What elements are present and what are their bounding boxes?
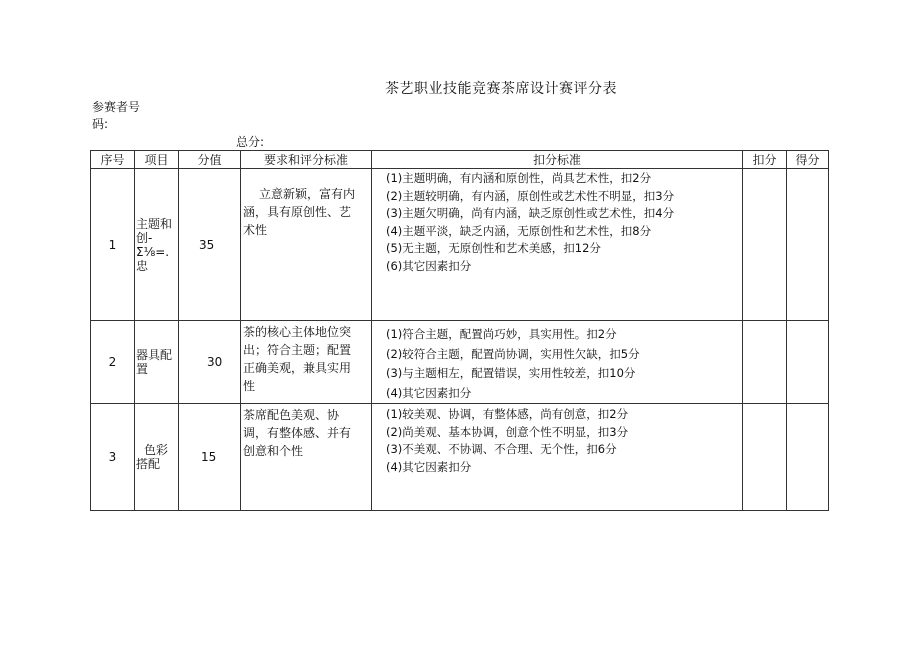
row-deduct-cell[interactable] — [743, 404, 787, 511]
deduction-item: (2)尚美观、基本协调，创意个性不明显，扣3分 — [386, 424, 629, 439]
row-item-line: 搭配 — [136, 457, 161, 471]
row-item-line: Σ⅛=. — [136, 244, 170, 259]
row-got-cell[interactable] — [787, 321, 829, 404]
row-item-line: 器具配 — [136, 348, 173, 362]
deduction-item: (2)较符合主题，配置尚协调，实用性欠缺，扣5分 — [386, 346, 640, 361]
row-requirements — [241, 321, 372, 404]
deduction-item: (1)主题明确，有内涵和原创性，尚具艺术性，扣2分 — [386, 171, 652, 185]
header-seq: 序号 — [91, 151, 135, 169]
deduction-item: (3)与主题相左，配置错误，实用性较差，扣10分 — [386, 366, 636, 380]
requirement-line: 涵，具有原创性、艺 — [243, 205, 352, 219]
header-got: 得分 — [787, 151, 829, 169]
row-item — [135, 404, 179, 511]
requirement-line: 术性 — [243, 223, 268, 237]
row-got-cell[interactable] — [787, 169, 829, 321]
row-item — [135, 169, 179, 321]
row-item-line: 忠 — [136, 258, 149, 273]
row-score: 15 — [179, 404, 241, 511]
requirement-line: 茶席配色美观、协 — [243, 408, 340, 422]
row-item-line: 置 — [136, 362, 149, 376]
page-title: 茶艺职业技能竞赛茶席设计赛评分表 — [385, 81, 617, 97]
deduction-item: (5)无主题，无原创性和艺术美感，扣12分 — [386, 241, 601, 255]
header-requirements: 要求和评分标准 — [241, 151, 372, 169]
total-score-label: 总分: — [236, 135, 265, 149]
deduction-item: (1)符合主题，配置尚巧妙，具实用性。扣2分 — [386, 327, 617, 341]
participant-number-label: 参赛者号 — [92, 100, 141, 114]
row-score: 35 — [179, 169, 241, 321]
header-deduct: 扣分 — [743, 151, 787, 169]
deduction-item: (4)其它因素扣分 — [386, 385, 472, 400]
requirement-line: 正确美观，兼具实用 — [243, 361, 352, 375]
table-row — [91, 404, 829, 511]
requirement-line: 立意新颖，富有内 — [259, 187, 356, 201]
row-requirements — [241, 169, 372, 321]
row-deduct-cell[interactable] — [743, 321, 787, 404]
deduction-item: (3)不美观、不协调、不合理、无个性，扣6分 — [386, 442, 617, 456]
participant-number-label-cont: 码: — [92, 117, 109, 131]
deduction-item: (4)主题平淡，缺乏内涵，无原创性和艺术性，扣8分 — [386, 223, 652, 238]
requirement-line: 创意和个性 — [243, 444, 304, 458]
row-item-line: 主题和 — [136, 216, 173, 231]
deduction-item: (2)主题较明确，有内涵，原创性或艺术性不明显，扣3分 — [386, 188, 675, 203]
deduction-item: (3)主题欠明确，尚有内涵，缺乏原创性或艺术性，扣4分 — [386, 206, 675, 220]
requirement-line: 茶的核心主体地位突 — [243, 325, 352, 339]
row-deductions — [372, 321, 743, 404]
table-row — [91, 321, 829, 404]
row-requirements — [241, 404, 372, 511]
deduction-item: (4)其它因素扣分 — [386, 459, 472, 474]
row-item-line: 色彩 — [144, 443, 169, 457]
requirement-line: 性 — [243, 379, 256, 393]
scoring-table — [90, 150, 829, 511]
row-got-cell[interactable] — [787, 404, 829, 511]
row-seq: 3 — [91, 404, 135, 511]
requirement-line: 出；符合主题；配置 — [243, 343, 352, 357]
row-seq: 1 — [91, 169, 135, 321]
table-header-row — [91, 151, 829, 169]
header-score: 分值 — [179, 151, 241, 169]
header-item: 项目 — [135, 151, 179, 169]
deduction-item: (1)较美观、协调，有整体感，尚有创意，扣2分 — [386, 407, 629, 421]
row-deductions — [372, 404, 743, 511]
row-deductions — [372, 169, 743, 321]
row-seq: 2 — [91, 321, 135, 404]
table-row — [91, 169, 829, 321]
header-deduction-criteria: 扣分标准 — [372, 151, 743, 169]
row-item — [135, 321, 179, 404]
requirement-line: 调，有整体感、并有 — [243, 426, 352, 440]
row-deduct-cell[interactable] — [743, 169, 787, 321]
row-score: 30 — [179, 321, 241, 404]
row-item-line: 创- — [136, 230, 153, 245]
deduction-item: (6)其它因素扣分 — [386, 258, 472, 273]
